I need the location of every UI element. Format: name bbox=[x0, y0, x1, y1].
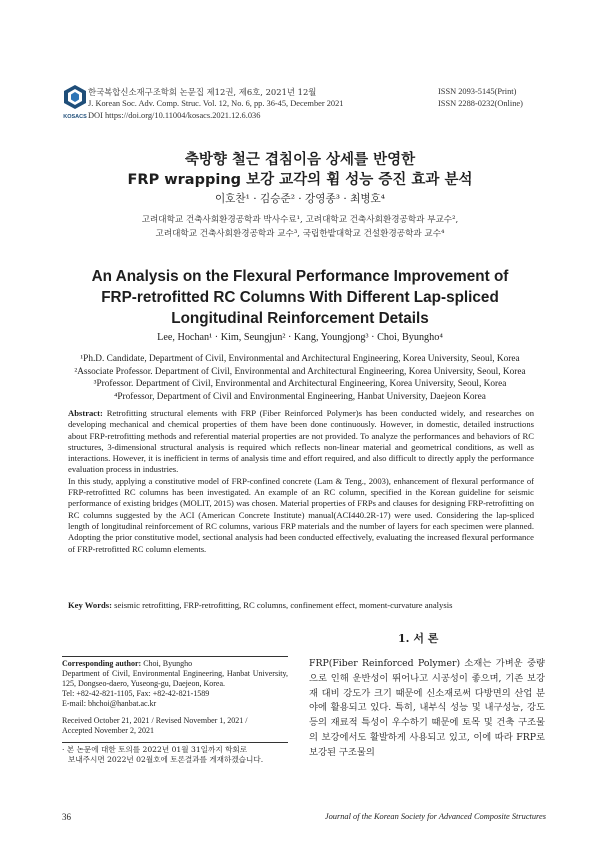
corr-address: Department of Civil, Environmental Engineering, Hanbat University, 125, Dongseo-daero, Yuseong-gu, Daejeon, Korea. bbox=[62, 669, 288, 688]
issn-block bbox=[438, 86, 523, 110]
doi-link[interactable]: DOI https://doi.org/10.11004/kosacs.2021.12.6.036 bbox=[88, 111, 261, 120]
title-en-line1: An Analysis on the Flexural Performance Improvement of bbox=[91, 268, 509, 285]
corr-name: Choi, Byungho bbox=[141, 659, 193, 668]
aff-en-line3: ³Professor. Department of Civil, Environmental and Architectural Engineering, Korea University, Seoul, Korea bbox=[93, 379, 507, 390]
issn-online: ISSN 2288-0232(Online) bbox=[438, 99, 523, 108]
page-number: 36 bbox=[62, 812, 71, 822]
discussion-note bbox=[62, 745, 288, 765]
abstract-label: Abstract: bbox=[68, 408, 103, 418]
keywords bbox=[68, 600, 534, 610]
authors-korean: 이호찬¹ · 김승준² · 강영종³ · 최병호⁴ bbox=[214, 193, 386, 205]
abstract-text1: Retrofitting structural elements with FRP (Fiber Reinforced Polymer)s has been conducted widely, and researches on developing mechanical and chemical properties of them have been done continuously. However, in domestic, detailed instructions about FRP-retrofitting methods and referential material properties are not provided. To analyze the performances and behaviors of RC structures, 3-dimensional structural analysis is required which reflects non-linear material and geometrical conditions, as well as interactions. However, it is inefficient in terms of analysis time and effort required, and also difficult to directly apply the performance evaluation process in industries. bbox=[68, 408, 534, 475]
journal-name-en: J. Korean Soc. Adv. Comp. Struc. Vol. 12, No. 6, pp. 36-45, December 2021 bbox=[88, 99, 344, 108]
section-body: FRP(Fiber Reinforced Polymer) 소재는 가벼운 중량으로 인해 운반성이 뛰어나고 시공성이 좋으며, 기존 보강재 대비 강도가 크기 때문에 신소재로써 다방면의 산업 분야에 활용되고 있다. 특히, 내부식 성능 및 내구성능, 강도 등의 재료적 특성이 우수하기 때문에 토목 및 건축 구조물의 보강에서도 활발하게 사용되고 있고, 이에 따라 FRP로 보강된 구조물의 bbox=[309, 658, 545, 758]
received-dates bbox=[62, 716, 288, 737]
keywords-text: seismic retrofitting, FRP-retrofitting, RC columns, confinement effect, moment-curvature analysis bbox=[112, 600, 453, 610]
abstract-para1 bbox=[68, 408, 534, 476]
footer-journal: Journal of the Korean Society for Advanced Composite Structures bbox=[324, 812, 546, 821]
title-ko-line2: FRP wrapping 보강 교각의 휨 성능 증진 효과 분석 bbox=[127, 172, 473, 188]
aff-ko-line2: 고려대학교 건축사회환경공학과 교수³, 국립한밭대학교 건설환경공학과 교수⁴ bbox=[155, 229, 445, 239]
corr-label: Corresponding author: bbox=[62, 659, 142, 668]
affiliations-english bbox=[0, 353, 600, 403]
aff-en-line4: ⁴Professor, Department of Civil and Environmental Engineering, Hanbat University, Daejeon Korea bbox=[114, 391, 486, 402]
corr-name-line bbox=[62, 659, 288, 669]
title-en-line3: Longitudinal Reinforcement Details bbox=[171, 310, 429, 327]
aff-en-line2: ²Associate Professor. Department of Civil, Environmental and Architectural Engineering, Korea University, Seoul, Korea bbox=[74, 366, 526, 377]
keywords-label: Key Words: bbox=[68, 600, 113, 610]
logo-text: KOSACS bbox=[63, 114, 87, 120]
issn-print: ISSN 2093-5145(Print) bbox=[438, 87, 517, 96]
aff-en-line1: ¹Ph.D. Candidate, Department of Civil, Environmental and Architectural Engineering, Korea University, Seoul, Korea bbox=[80, 354, 520, 364]
title-en-line2: FRP-retrofitted RC Columns With Different Lap-spliced bbox=[101, 289, 499, 306]
note-divider bbox=[62, 742, 288, 743]
dates-line1: Received October 21, 2021 / Revised November 1, 2021 / bbox=[62, 716, 248, 725]
corr-phone: Tel: +82-42-821-1105, Fax: +82-42-821-1589 bbox=[62, 689, 210, 698]
corresponding-author bbox=[62, 659, 288, 709]
journal-header bbox=[88, 86, 344, 122]
section-heading: 1. 서 론 bbox=[398, 632, 439, 645]
dates-line2: Accepted November 2, 2021 bbox=[62, 726, 154, 736]
kosacs-logo bbox=[62, 84, 88, 120]
title-ko-line1: 축방향 철근 겹침이음 상세를 반영한 bbox=[184, 152, 416, 168]
corresponding-divider bbox=[62, 656, 288, 657]
abstract bbox=[68, 408, 534, 555]
logo-hexagon-icon bbox=[62, 84, 88, 114]
paper-title-english bbox=[0, 266, 600, 329]
aff-ko-line1: 고려대학교 건축사회환경공학과 박사수료¹, 고려대학교 건축사회환경공학과 부교수², bbox=[141, 215, 459, 225]
paper-title-korean bbox=[0, 150, 600, 190]
authors-english: Lee, Hochan¹ · Kim, Seungjun² · Kang, Youngjong³ · Choi, Byungho⁴ bbox=[157, 332, 443, 343]
journal-name-ko: 한국복합신소재구조학회 논문집 제12권, 제6호, 2021년 12월 bbox=[88, 87, 317, 97]
affiliations-korean bbox=[0, 213, 600, 241]
corr-email[interactable]: E-mail: bhchoi@hanbat.ac.kr bbox=[62, 699, 157, 708]
note-line1: · 본 논문에 대한 토의를 2022년 01월 31일까지 학회로 bbox=[62, 745, 248, 754]
note-line2: 보내주시면 2022년 02월호에 토론결과를 게재하겠습니다. bbox=[68, 755, 264, 764]
abstract-para2: In this study, applying a constitutive model of FRP-confined concrete (Lam & Teng., 2003), enhancement of flexural performance of FRP-retrofitted RC columns has been investigated. An example of an RC column, specified in the Korean guideline for seismic performance of existing bridges (MOLIT, 2015) was chosen. Material properties of FRPs and clauses for designing FRP-retrofitting on RC columns suggested by the ACI (American Concrete Institute) manual(ACI440.2R-17) were used. Considering the lap-spliced length of longitudinal reinforcement of RC columns, various FRP materials and the number of layers for each specimen were planned. Adopting the prior constitutive model, sectional analysis had been conducted effectively, evaluating the increased flexural performance of FRP-retrofitted RC column elements. bbox=[68, 475, 534, 554]
